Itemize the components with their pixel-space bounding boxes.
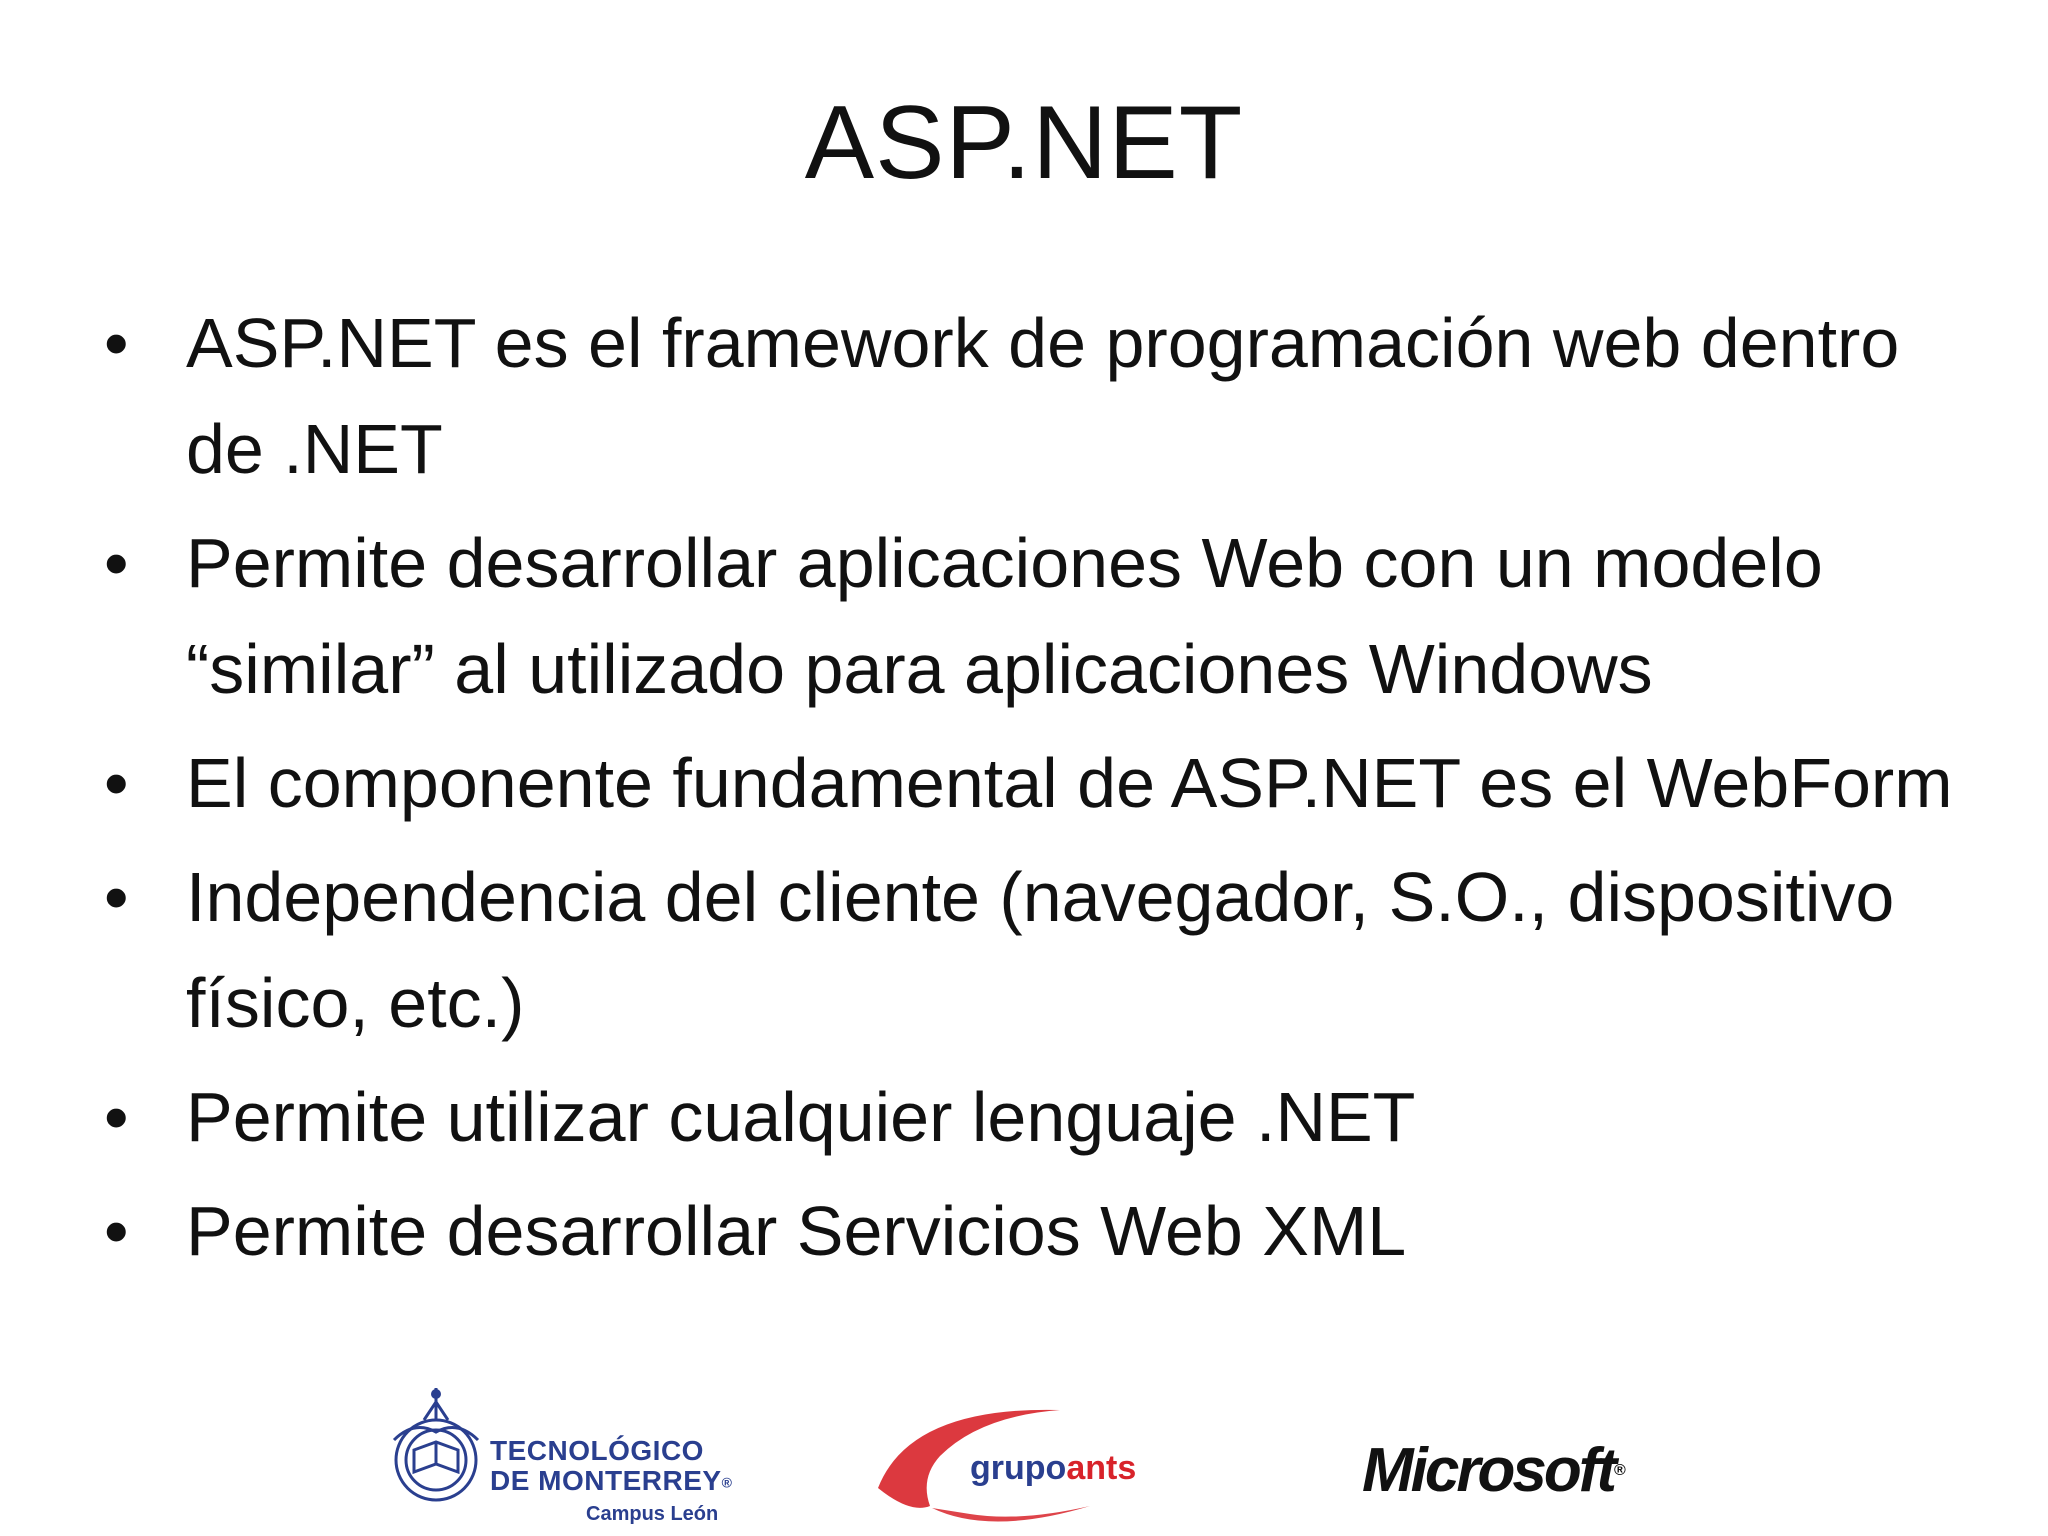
bullet-dot: • xyxy=(104,744,129,822)
bullet-text: de .NET xyxy=(186,410,443,488)
bullet-text: “similar” al utilizado para aplicaciones Windows xyxy=(186,630,1653,708)
bullet-item xyxy=(0,1064,2048,1170)
bullet-text: físico, etc.) xyxy=(186,964,525,1042)
bullet-dot: • xyxy=(104,304,129,382)
bullet-text: Permite utilizar cualquier lenguaje .NET xyxy=(186,1078,1416,1156)
bullet-dot: • xyxy=(104,858,129,936)
tec-campus: Campus León xyxy=(586,1502,719,1525)
slide-title: ASP.NET xyxy=(804,85,1244,201)
bullet-dot: • xyxy=(104,1078,129,1156)
bullet-dot: • xyxy=(104,1192,129,1270)
bullet-item xyxy=(0,730,2048,836)
bullet-item xyxy=(0,844,2048,1056)
microsoft-wordmark: Microsoft xyxy=(1362,1436,1614,1505)
bullet-text: Independencia del cliente (navegador, S.O., dispositivo xyxy=(186,858,1895,936)
bullet-list xyxy=(0,290,2048,1292)
tec-name-line1: TECNOLÓGICO xyxy=(490,1435,704,1466)
microsoft-logo xyxy=(1362,1436,1626,1506)
tec-monterrey-logo xyxy=(384,1380,744,1530)
tec-registered-mark: ® xyxy=(721,1474,733,1491)
bullet-item xyxy=(0,1178,2048,1284)
tec-seal-icon xyxy=(384,1380,494,1510)
bullet-text: ASP.NET es el framework de programación web dentro xyxy=(186,304,1900,382)
tec-name-line2-text: DE MONTERREY xyxy=(490,1465,722,1496)
bullet-text: Permite desarrollar Servicios Web XML xyxy=(186,1192,1407,1270)
grupoants-part2: ants xyxy=(1066,1449,1137,1487)
bullet-item xyxy=(0,510,2048,722)
bullet-text: El componente fundamental de ASP.NET es el WebForm xyxy=(186,744,1953,822)
grupoants-part1: grupo xyxy=(970,1449,1067,1487)
bullet-item xyxy=(0,290,2048,502)
tec-name-line2 xyxy=(490,1466,732,1498)
microsoft-registered-mark: ® xyxy=(1614,1462,1626,1479)
grupoants-logo xyxy=(870,1396,1170,1526)
bullet-text: Permite desarrollar aplicaciones Web con un modelo xyxy=(186,524,1823,602)
grupoants-wordmark xyxy=(970,1448,1136,1488)
bullet-dot: • xyxy=(104,524,129,602)
tec-wordmark xyxy=(490,1436,732,1530)
